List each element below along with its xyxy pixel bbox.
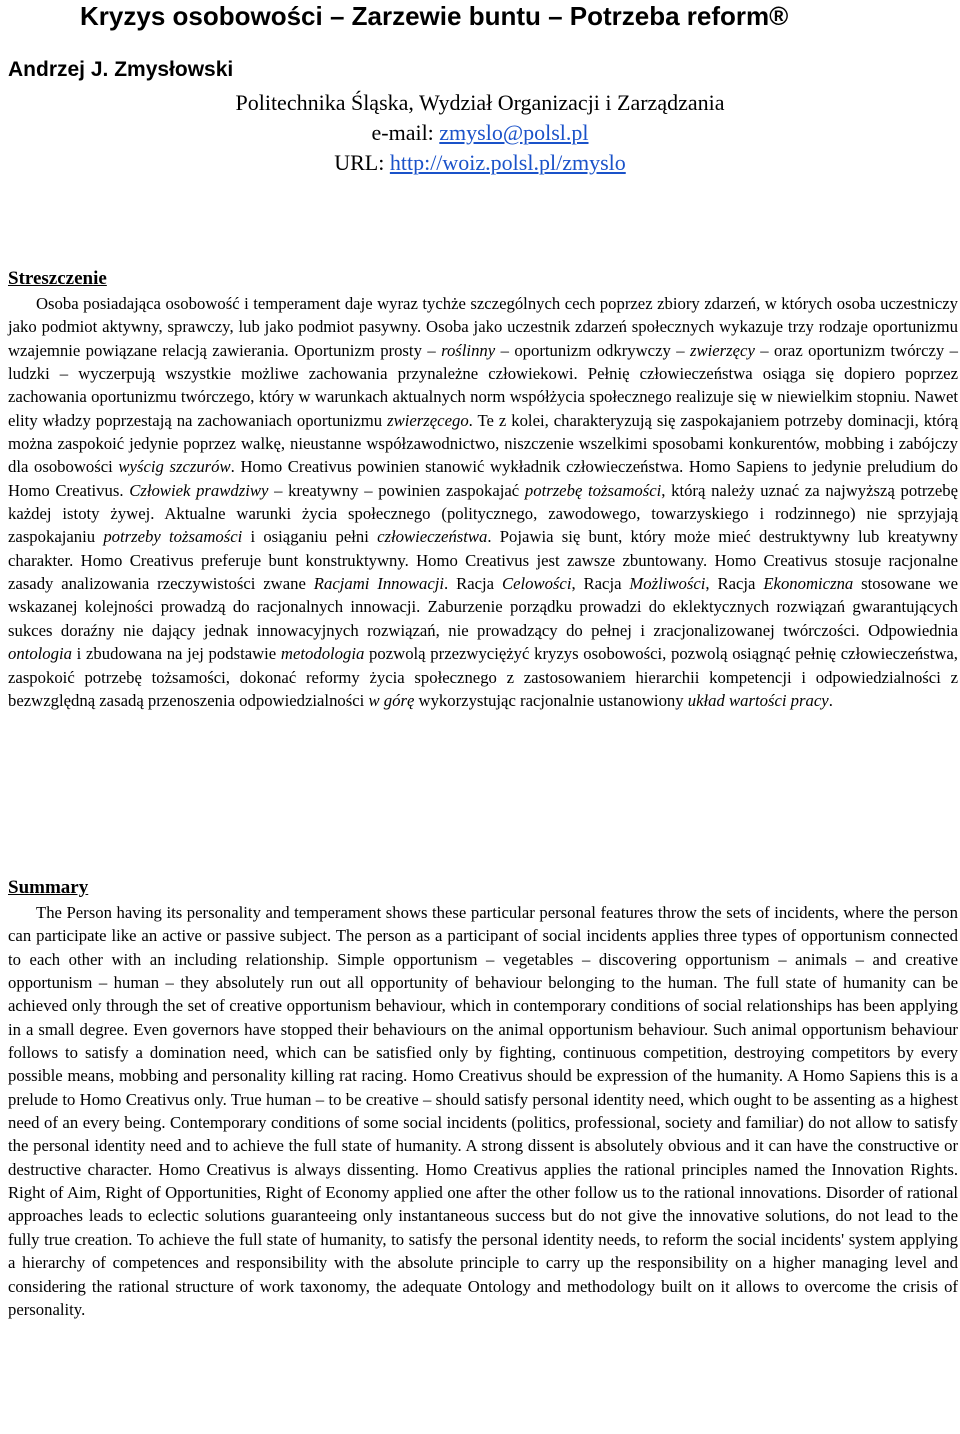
italic-term: Celowości [501, 574, 572, 594]
italic-term: zwierzęcego [387, 410, 469, 430]
italic-term: roślinny [441, 340, 496, 360]
italic-term: Możliwości [629, 574, 706, 594]
summary-en-text: The Person having its personality and temperament shows these particular personal features throw the sets of incidents, where the person can participate like an active or passive subject. The person as a participant of social incidents applies three types of opportunism connected to each other with an including relationship. Simple opportunism – vegetables – discovering opportunism – animals – and creative opportunism – human – they absolutely run out all opportunity of behaviour belonging to the human. The full state of humanity can be achieved only through the set of creative opportunism behaviour, which in contemporary conditions of social relationships has been applying in a small degree. Even governors have stopped their behaviours on the animal opportunism behaviour. Such animal opportunism behaviour follows to satisfy a domination need, which can be satisfied only by fighting, continuous competition, destroying competitors by every possible means, mobbing and personality killing rat racing. Homo Creativus should be expression of the humanity. A Homo Sapiens this is a prelude to Homo Creativus only. True human – to be creative – should satisfy personal identity need, which ought to be assenting as a highest need of an every being. Contemporary conditions of some social incidents (politics, professional, society and familiar) do not allow to satisfy the personal identity need and to achieve the full state of humanity. A strong dissent is absolutely obvious and it can have the constructive or destructive character. Homo Creativus is always dissenting. Homo Creativus applies the rational principles named the Innovation Rights. Right of Aim, Right of Opportunities, Right of Economy applied one after the other follow us to the rational innovations. Disorder of rational approaches leads to eclectic solutions guaranteeing only instantaneous success but do not give the innovative solutions, do not lead to the fully true creation. To achieve the full state of humanity, to satisfy the personal identity needs, to reform the social incidents' system applying a hierarchy of competences and responsibility with the absolute principle to carry up the responsibility on a higher managing level and considering the rational structure of work taxonomy, the adequate Ontology and methodology built on it allows to overcome the crisis of personality. [8, 903, 958, 1319]
italic-term: układ wartości pracy [687, 690, 829, 710]
url-label: URL: [334, 150, 390, 175]
text-run: wykorzystując racjonalnie ustanowiony [414, 690, 688, 710]
email-label: e-mail: [371, 120, 440, 145]
summary-en-heading: Summary [8, 877, 89, 898]
text-run: . [828, 690, 833, 710]
text-run: . Pojawia się bunt, który może mieć destruktywny lub kreatywny charakter. Homo Creativus preferuje bunt konstruktywny. Homo Creativus jest zawsze zbuntowany. Homo Creativus stosuje racjonalne zasady analizowania rzeczywistości zwane [8, 527, 958, 594]
text-run: pozwolą przezwyciężyć kryzys osobowości, pozwolą osiągnąć pełnię człowieczeństwa, zaspokoić potrzebę tożsamości, dokonać reformy życia społecznego z zastosowaniem hierarchii kompetencji i odpowiedzialności z bezwzględną zasadą przenoszenia odpowiedzialności [8, 644, 958, 710]
text-run: i zbudowana na jej podstawie [71, 644, 281, 664]
italic-term: metodologia [280, 644, 365, 664]
text-run: , Racja [571, 574, 630, 594]
text-run: – oportunizm odkrywczy – [495, 340, 690, 360]
email-link[interactable]: zmyslo@polsl.pl [439, 120, 589, 145]
text-run: stosowane we wskazanej kolejności prowadzą do racjonalnych innowacji. Zaburzenie porządku prowadzi do eklektycznych rozwiązań gwarantujących sukces doraźny nie dający jednak innowacyjnych rozwiązań, nie prowadzący do pełnej i zracjonalizowanej twórczości. Odpowiednia [8, 574, 958, 640]
text-run: , Racja [705, 574, 764, 594]
text-run: . Homo Creativus powinien stanowić wykładnik człowieczeństwa. Homo Sapiens to jedynie preludium do Homo Creativus. [8, 457, 958, 500]
url-link[interactable]: http://woiz.polsl.pl/zmyslo [389, 150, 626, 175]
paper-title: Kryzys osobowości – Zarzewie buntu – Potrzeba reform® [80, 1, 789, 31]
text-run: – kreatywny – powinien zaspokajać [268, 480, 525, 500]
text-run: . Te z kolei, charakteryzują się zaspokajaniem potrzeby dominacji, którą można zaspokoić jedynie poprzez walkę, nieustanne współzawodnictwo, niszczenie wszelkimi sposobami konkurentów, mobbing i zabójczy dla osobowości [8, 410, 958, 477]
affiliation: Politechnika Śląska, Wydział Organizacji i Zarządzania [235, 90, 725, 115]
text-run: . Racja [444, 574, 502, 594]
italic-term: wyścig szczurów [118, 457, 231, 477]
text-run: Osoba posiadająca osobowość i temperament daje wyraz tychże szczególnych cech poprzez zbiory zdarzeń, w których osoba uczestniczy jako podmiot aktywny, sprawczy, lub jako podmiot pasywny. Osoba jako uczestnik zdarzeń społecznych wykazuje trzy rodzaje oportunizmu wzajemnie powiązane relacją zawierania. Oportunizm prosty – [8, 294, 958, 360]
url-line [0, 148, 960, 178]
email-line [0, 118, 960, 148]
italic-term: człowieczeństwa [377, 527, 488, 547]
italic-term: Człowiek prawdziwy [129, 480, 269, 500]
italic-term: Ekonomiczna [763, 574, 854, 594]
text-run: i osiąganiu pełni [242, 527, 378, 547]
italic-term: potrzebę tożsamości [524, 480, 662, 500]
text-run: , którą należy uznać za najwyższą potrzebę każdej istoty żywej. Aktualne warunki życia społecznego (politycznego, zawodowego, towarzyskiego i rodzinnego) nie sprzyjają zaspokajaniu [8, 480, 958, 547]
italic-term: w górę [368, 690, 415, 710]
italic-term: Racjami Innowacji [313, 574, 445, 594]
italic-term: ontologia [8, 644, 72, 664]
abstract-pl-heading: Streszczenie [8, 268, 107, 289]
text-run: – oraz oportunizm twórczy – ludzki – wyczerpują wszystkie możliwe zachowania przynależne człowiekowi. Pełnię człowieczeństwa osiąga się dopiero poprzez zachowania oportunizmu twórczego, który w warunkach aktualnych norm współżycia społecznego realizuje się w niewielkim stopniu. Nawet elity władzy poprzestają na zachowaniach oportunizmu [8, 340, 958, 430]
author-name: Andrzej J. Zmysłowski [8, 58, 234, 81]
italic-term: zwierzęcy [689, 340, 755, 360]
abstract-pl-text [8, 292, 958, 712]
italic-term: potrzeby tożsamości [103, 527, 243, 547]
